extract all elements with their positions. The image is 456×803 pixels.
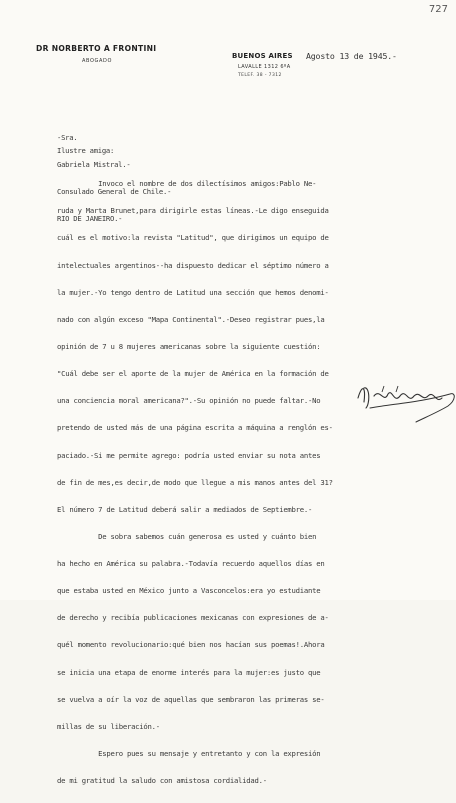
body-line: "Cuál debe ser el aporte de la mujer de América en la formación de [57, 369, 329, 379]
letter-body [57, 161, 333, 803]
addressee-line: RIO DE JANEIRO.- [57, 214, 123, 223]
body-line: intelectuales argentinos--ha dispuesto dedicar el séptimo número a [57, 260, 329, 270]
body-line: una conciencia moral americana?".-Su opinión no puede faltar.-No [57, 396, 321, 406]
body-line: pretendo de usted más de una página escrita a máquina a renglón es- [57, 423, 333, 433]
body-line: paciado.-Si me permite agrego: podría usted enviar su nota antes [57, 450, 321, 460]
body-line: ruda y Marta Brunet,para dirigirle estas líneas.-Le digo enseguida [57, 206, 329, 216]
body-line: quél momento revolucionario:qué bien nos hacían sus poemas!.Ahora [57, 640, 325, 650]
letterhead-role: ABOGADO [82, 58, 112, 64]
body-line: Espero pues su mensaje y entretanto y con la expresión [57, 749, 321, 759]
body-line: nado con algún exceso "Mapa Continental".-Deseo registrar pues,la [57, 314, 325, 324]
letterhead-name: DR NORBERTO A FRONTINI [36, 44, 157, 53]
body-line: de derecho y recibía publicaciones mexicanas con expresiones de a- [57, 613, 329, 623]
body-line: Invoco el nombre de dos dilectísimos amigos:Pablo Ne- [57, 179, 317, 189]
addressee-line: Consulado General de Chile.- [57, 187, 172, 196]
body-line: opinión de 7 u 8 mujeres americanas sobre la siguiente cuestión: [57, 341, 321, 351]
body-line: la mujer.-Yo tengo dentro de Latitud una sección que hemos denomi- [57, 287, 329, 297]
letterhead-city: BUENOS AIRES [232, 52, 293, 60]
body-line: se inicia una etapa de enorme interés para la mujer:es justo que [57, 667, 321, 677]
addressee-line: -Sra. [57, 133, 78, 142]
archive-number: 727 [428, 4, 448, 15]
body-line: que estaba usted en México junto a Vasconcelos:era yo estudiante [57, 586, 321, 596]
addressee-line: Gabriela Mistral.- [57, 160, 131, 169]
letterhead-address: LAVALLE 1312 6ºA [238, 64, 291, 70]
body-line: millas de su liberación.- [57, 721, 160, 731]
body-line: se vuelva a oír la voz de aquellas que sembraron las primeras se- [57, 694, 325, 704]
body-line: cuál es el motivo:la revista "Latitud", que dirigimos un equipo de [57, 233, 329, 243]
body-line: de fin de mes,es decir,de modo que llegue a mis manos antes del 31? [57, 477, 333, 487]
body-line: De sobra sabemos cuán generosa es usted y cuánto bien [57, 531, 317, 541]
letter-date: Agosto 13 de 1945.- [306, 51, 397, 61]
handwritten-signature-icon [352, 374, 456, 426]
body-line: de mi gratitud la saludo con amistosa cordialidad.- [57, 776, 267, 786]
greeting: Ilustre amiga: [57, 146, 115, 155]
body-line: El número 7 de Latitud deberá salir a mediados de Septiembre.- [57, 504, 313, 514]
body-line: ha hecho en América su palabra.-Todavía recuerdo aquellos días en [57, 559, 325, 569]
letterhead-phone: TELEF. 38 - 7312 [238, 73, 282, 78]
